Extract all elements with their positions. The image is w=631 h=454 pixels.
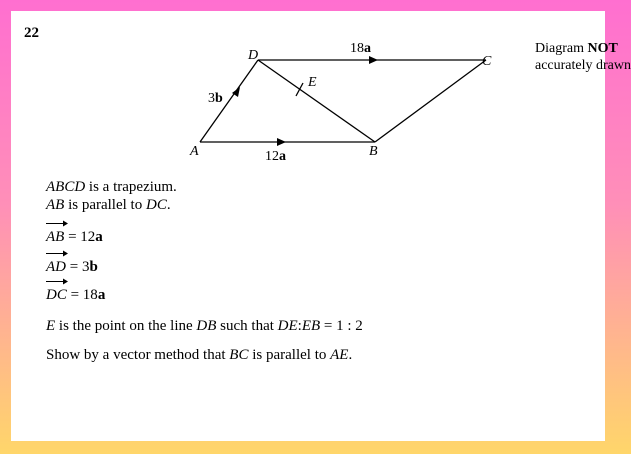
vector-dc-name: DC — [46, 286, 67, 304]
statement-trapezium: ABCD is a trapezium. — [46, 179, 177, 195]
label-ab: 12a — [265, 149, 286, 164]
point-e-tick — [296, 83, 303, 96]
vector-arrow-icon — [45, 218, 69, 229]
label-ad: 3b — [208, 91, 223, 106]
note-bold: NOT — [587, 41, 618, 56]
exam-question-page — [11, 11, 631, 441]
vector-dc: DC = 18a — [46, 286, 105, 304]
vector-ad-name: AD — [46, 258, 66, 276]
label-dc: 18a — [350, 41, 371, 56]
note-line2: accurately drawn — [535, 58, 631, 73]
vector-ad: AD = 3b — [46, 258, 98, 276]
vector-arrow-icon — [45, 276, 69, 287]
label-b: B — [369, 144, 378, 159]
statement-point-e: E is the point on the line DB such that DE:EB = 1 : 2 — [46, 318, 363, 334]
arrow-dc — [369, 56, 378, 64]
trapezium-diagram — [11, 11, 605, 181]
statement-parallel: AB is parallel to DC. — [46, 197, 171, 213]
label-d: D — [248, 48, 259, 63]
label-e: E — [308, 75, 317, 90]
side-bc — [375, 60, 486, 142]
diagonal-db — [258, 60, 375, 142]
vector-ab: AB = 12a — [46, 228, 103, 246]
note-text: Diagram — [535, 41, 588, 56]
vector-ab-name: AB — [46, 228, 64, 246]
arrow-ab — [277, 138, 286, 146]
label-c: C — [482, 54, 492, 69]
label-a: A — [190, 144, 199, 159]
vector-arrow-icon — [45, 248, 69, 259]
question-number: 22 — [24, 25, 39, 41]
statement-prove: Show by a vector method that BC is parallel to AE. — [46, 347, 353, 363]
